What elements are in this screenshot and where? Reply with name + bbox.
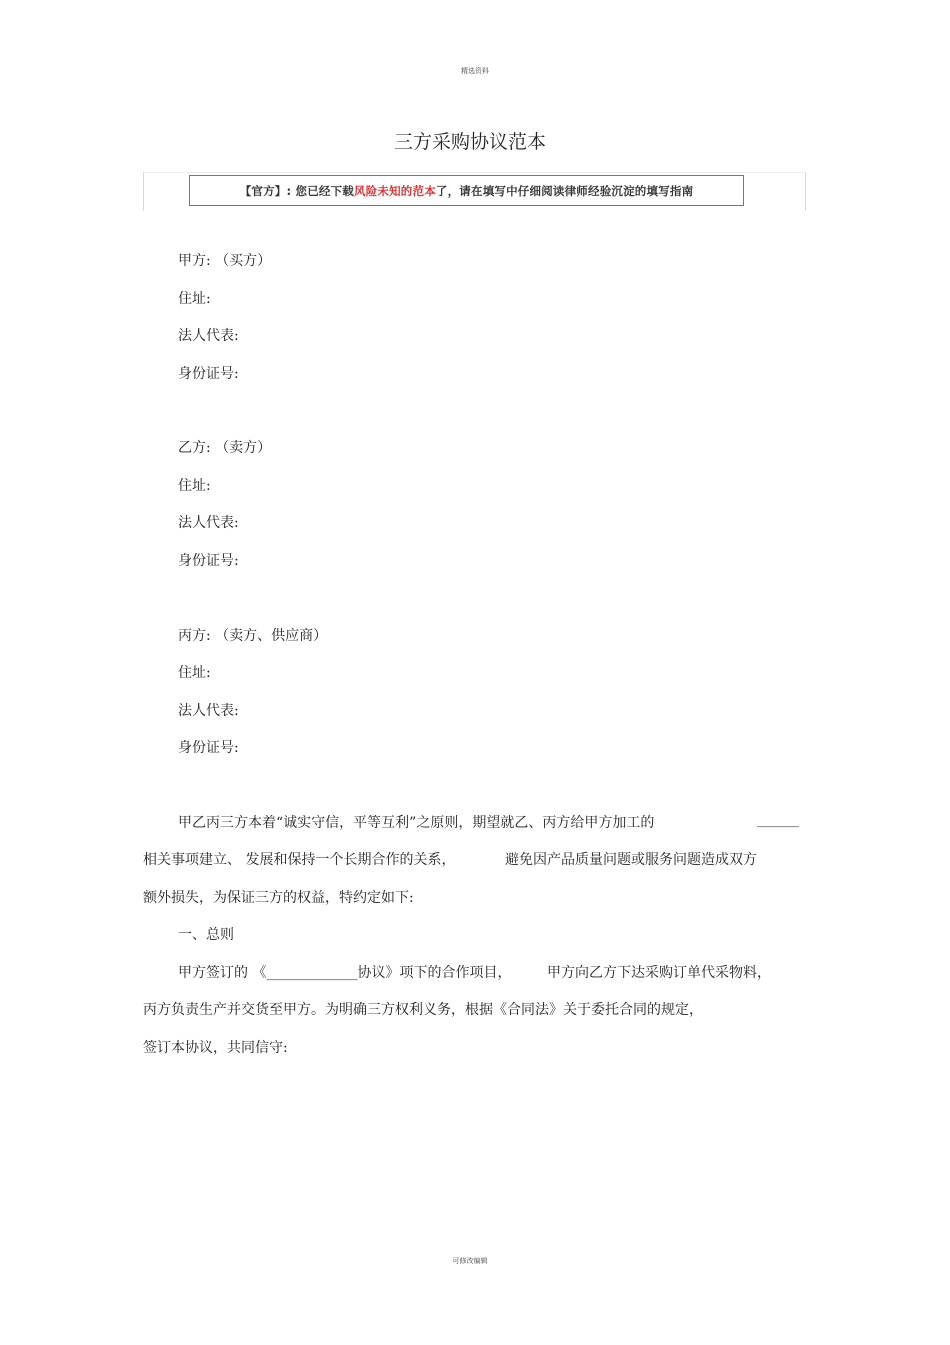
intro-line-1-blank: ______: [757, 812, 799, 828]
party-b-legal-rep: 法人代表:: [178, 515, 239, 531]
section-1-line-3: 签订本协议，共同信守:: [143, 1040, 288, 1056]
intro-line-2b: 避免因产品质量问题或服务问题造成双方: [505, 852, 757, 868]
footer-note: 可修改编辑: [452, 1257, 488, 1265]
banner-prefix: 【官方】: 您已经下载: [239, 183, 354, 198]
section-1-line-1b: 甲方向乙方下达采购订单代采物料，: [547, 965, 771, 981]
party-c-heading: 丙方: （卖方、供应商）: [178, 628, 328, 644]
banner-highlight: 风险未知的范本: [354, 183, 436, 198]
party-a-address: 住址:: [178, 291, 211, 307]
party-a-legal-rep: 法人代表:: [178, 328, 239, 344]
party-b-address: 住址:: [178, 478, 211, 494]
party-b-id-number: 身份证号:: [178, 553, 239, 569]
notice-banner[interactable]: [189, 175, 744, 206]
intro-line-2a: 相关事项建立、 发展和保持一个长期合作的关系，: [143, 852, 456, 868]
intro-line-1: 甲乙丙三方本着“诚实守信，平等互利”之原则，期望就乙、丙方给甲方加工的: [178, 815, 655, 831]
document-title: 三方采购协议范本: [393, 131, 546, 153]
section-1-line-1a: 甲方签订的 《_____________协议》项下的合作项目，: [178, 965, 512, 981]
party-c-address: 住址:: [178, 665, 211, 681]
intro-line-3: 额外损失，为保证三方的权益，特约定如下:: [143, 890, 414, 906]
section-1-heading: 一、总则: [178, 927, 234, 943]
party-a-heading: 甲方: （买方）: [178, 253, 272, 269]
party-c-id-number: 身份证号:: [178, 740, 239, 756]
section-1-line-2: 丙方负责生产并交货至甲方。为明确三方权利义务，根据《合同法》关于委托合同的规定，: [143, 1002, 703, 1018]
party-c-legal-rep: 法人代表:: [178, 703, 239, 719]
party-a-id-number: 身份证号:: [178, 366, 239, 382]
header-note: 精选资料: [461, 67, 489, 75]
party-b-heading: 乙方: （卖方）: [178, 440, 272, 456]
banner-suffix: 了，请在填写中仔细阅读律师经验沉淀的填写指南: [435, 183, 694, 198]
